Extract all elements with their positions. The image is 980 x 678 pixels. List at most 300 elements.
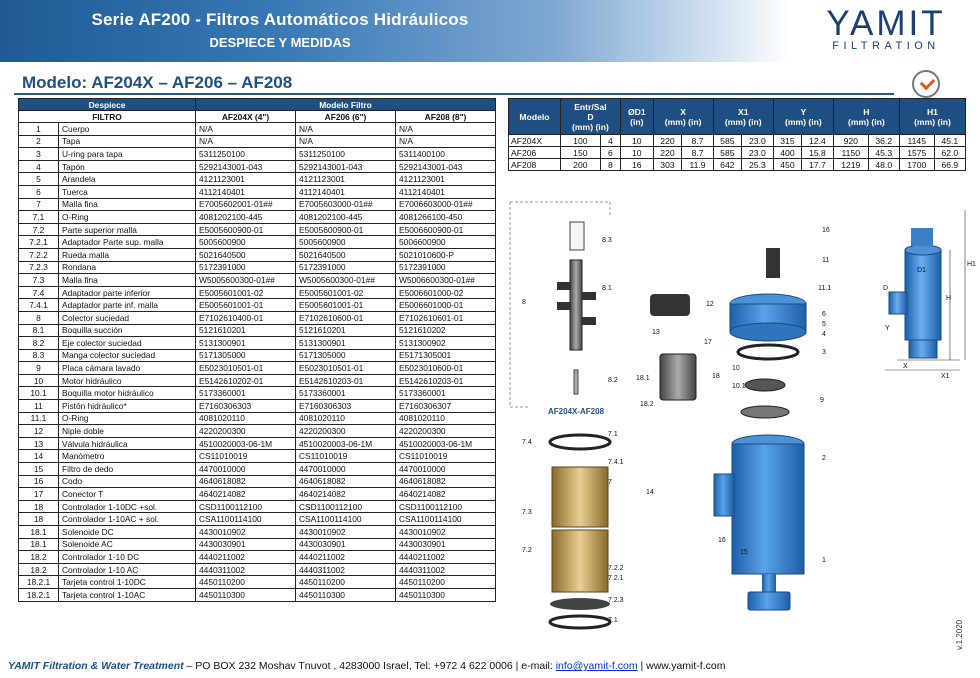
table-cell: CS11010019 — [396, 450, 496, 463]
dims-col-header: H1 (mm) (in) — [899, 99, 965, 135]
table-cell: Colector suciedad — [59, 311, 196, 324]
table-row — [19, 185, 496, 198]
callout-label: 8 — [522, 299, 526, 306]
table-cell: E5171305001 — [396, 349, 496, 362]
table-cell: 4640618082 — [196, 475, 296, 488]
callout-label: 10 — [732, 365, 740, 372]
table-cell: 4430010902 — [296, 526, 396, 539]
table-cell: 4440311002 — [296, 563, 396, 576]
table-row — [19, 475, 496, 488]
dimension-drawing — [845, 200, 975, 390]
table-row — [19, 286, 496, 299]
callout-label: 14 — [646, 489, 654, 496]
table-cell: 150 — [560, 147, 600, 159]
callout-label: 11.1 — [818, 285, 832, 292]
table-cell: Rueda malla — [59, 248, 196, 261]
table-cell: 4640214082 — [296, 488, 396, 501]
dim-outlet — [909, 340, 937, 358]
table-cell: 220 — [653, 135, 682, 147]
table-cell: O-Ring — [59, 211, 196, 224]
logo-name: YAMIT — [826, 4, 946, 43]
table-row — [19, 223, 496, 236]
table-cell: 5172391000 — [296, 261, 396, 274]
collector-shaft — [574, 370, 578, 394]
table-cell: 4220200300 — [296, 425, 396, 438]
table-cell: 5311250100 — [196, 148, 296, 161]
table-cell: 18 — [19, 513, 59, 526]
table-cell: CS11010019 — [296, 450, 396, 463]
callout-label: 7 — [608, 479, 612, 486]
table-cell: Manga colector suciedad — [59, 349, 196, 362]
title-rule — [14, 93, 894, 95]
callout-label: 18 — [712, 373, 720, 380]
table-row — [19, 198, 496, 211]
table-cell: 4081266100-450 — [396, 211, 496, 224]
table-cell: 16 — [620, 159, 653, 171]
table-cell: 1150 — [833, 147, 868, 159]
table-cell: Tapón — [59, 160, 196, 173]
controller — [660, 354, 696, 400]
table-cell: Arandela — [59, 173, 196, 186]
table-cell: 18.2 — [19, 563, 59, 576]
dims-header-row — [509, 99, 966, 135]
table-cell: 5006600900 — [396, 236, 496, 249]
table-cell: 4470010000 — [396, 463, 496, 476]
table-row — [19, 248, 496, 261]
table-cell: Parte superior malla — [59, 223, 196, 236]
table-cell: 18.1 — [19, 526, 59, 539]
callout-label: 7.2.3 — [608, 597, 624, 604]
table-cell: Manómetro — [59, 450, 196, 463]
collector-nozzle — [582, 317, 596, 325]
callout-label: 16 — [822, 227, 830, 234]
table-cell: 8 — [600, 159, 620, 171]
yamit-logo — [816, 6, 956, 52]
table-cell: Controlador 1-10 DC — [59, 551, 196, 564]
table-cell: 5131300901 — [296, 337, 396, 350]
table-cell: E5023010600-01 — [396, 362, 496, 375]
callout-label: 7.2.1 — [608, 575, 624, 582]
table-cell: 4121123001 — [396, 173, 496, 186]
table-row — [19, 576, 496, 589]
mesh-o-ring — [550, 616, 610, 628]
table-cell: 5131300901 — [196, 337, 296, 350]
inlet-flange — [714, 474, 734, 516]
table-cell: Adaptador parte inf. malla — [59, 299, 196, 312]
table-cell: 11 — [19, 400, 59, 413]
certification-seal-icon — [912, 70, 940, 98]
table-cell: 4430010902 — [396, 526, 496, 539]
table-cell: 18.2 — [19, 551, 59, 564]
table-cell: 220 — [653, 147, 682, 159]
table-cell: CSA1100114100 — [296, 513, 396, 526]
table-cell: 4510020003-06-1M — [396, 437, 496, 450]
table-cell: 5171305000 — [296, 349, 396, 362]
table-cell: Controlador 1-10DC +sol. — [59, 500, 196, 513]
footer-email-link[interactable]: info@yamit-f.com — [555, 660, 638, 672]
table-cell: 5172391000 — [196, 261, 296, 274]
callout-label: 7.1 — [608, 431, 618, 438]
piston — [766, 248, 780, 278]
table-row — [19, 425, 496, 438]
table-cell: Malla fina — [59, 198, 196, 211]
table-row — [19, 148, 496, 161]
table-cell: 5021640500 — [196, 248, 296, 261]
table-cell: 12.4 — [802, 135, 834, 147]
callout-label: 1 — [822, 557, 826, 564]
table-cell: 5292143001-043 — [296, 160, 396, 173]
table-cell: Adaptador parte inferior — [59, 286, 196, 299]
table-cell: CSD1100112100 — [196, 500, 296, 513]
table-cell: W5006600300-01## — [396, 274, 496, 287]
table-cell: 1145 — [899, 135, 934, 147]
table-cell: 303 — [653, 159, 682, 171]
table-cell: N/A — [196, 123, 296, 136]
callout-label: 16 — [718, 537, 726, 544]
table-cell: 4 — [19, 160, 59, 173]
parts-col-header: AF204X (4") — [196, 111, 296, 123]
table-cell: E7160306303 — [196, 400, 296, 413]
table-row — [19, 488, 496, 501]
table-row — [19, 437, 496, 450]
table-cell: 5292143001-043 — [196, 160, 296, 173]
table-cell: Boquilla motor hidráulico — [59, 387, 196, 400]
dims-col-header: Entr/Sal D (mm) (in) — [560, 99, 620, 135]
table-cell: 11.9 — [682, 159, 713, 171]
table-cell: E7102610601-01 — [396, 311, 496, 324]
table-cell: 3 — [19, 148, 59, 161]
callout-label: 12 — [706, 301, 714, 308]
mesh-o-ring — [550, 435, 610, 449]
table-cell: O-Ring — [59, 412, 196, 425]
table-cell: 1700 — [899, 159, 934, 171]
table-row — [19, 400, 496, 413]
dims-col-header: ØD1 (in) — [620, 99, 653, 135]
table-cell: 5171305000 — [196, 349, 296, 362]
table-cell: 4121123001 — [296, 173, 396, 186]
table-cell: 4112140401 — [196, 185, 296, 198]
table-cell: 4510020003-06-1M — [296, 437, 396, 450]
table-cell: 7.3 — [19, 274, 59, 287]
table-cell: 7.4.1 — [19, 299, 59, 312]
table-cell: 450 — [773, 159, 801, 171]
table-cell: 4640618082 — [296, 475, 396, 488]
callout-label: 18.2 — [640, 401, 654, 408]
table-row — [19, 450, 496, 463]
table-cell: E7006603000-01## — [396, 198, 496, 211]
parts-table — [18, 98, 496, 602]
table-cell: N/A — [296, 135, 396, 148]
table-cell: 4450110200 — [296, 576, 396, 589]
table-cell: 4 — [600, 135, 620, 147]
table-cell: AF206 — [509, 147, 561, 159]
dims-col-header: X (mm) (in) — [653, 99, 713, 135]
table-cell: 5021640500 — [296, 248, 396, 261]
table-cell: 48.0 — [868, 159, 899, 171]
table-cell: E5142610202-01 — [196, 374, 296, 387]
table-row — [19, 563, 496, 576]
table-cell: E7005603000-01## — [296, 198, 396, 211]
table-cell: 10 — [19, 374, 59, 387]
table-cell: N/A — [396, 123, 496, 136]
callout-label: 7.1 — [608, 617, 618, 624]
table-row — [509, 135, 966, 147]
table-cell: 5172391000 — [396, 261, 496, 274]
table-cell: E7005602001-01## — [196, 198, 296, 211]
table-cell: Placa cámara lavado — [59, 362, 196, 375]
table-cell: Tapa — [59, 135, 196, 148]
table-cell: Adaptador Parte sup. malla — [59, 236, 196, 249]
table-cell: E5005601001-02 — [196, 286, 296, 299]
parts-group-header: Despiece — [19, 99, 196, 111]
table-cell: Controlador 1-10 AC — [59, 563, 196, 576]
dim-body-top — [905, 245, 941, 255]
table-cell: N/A — [296, 123, 396, 136]
table-cell: 10 — [620, 135, 653, 147]
table-cell: Tuerca — [59, 185, 196, 198]
table-cell: 4220200300 — [196, 425, 296, 438]
table-cell: 8.7 — [682, 135, 713, 147]
table-cell: 4430030901 — [396, 538, 496, 551]
table-cell: 23.0 — [741, 135, 773, 147]
callout-label: 7.2 — [522, 547, 532, 554]
callout-label: 8.3 — [602, 237, 612, 244]
o-ring — [738, 345, 798, 359]
table-cell: 4430030901 — [196, 538, 296, 551]
table-row — [19, 324, 496, 337]
table-cell: 5005600900 — [296, 236, 396, 249]
table-cell: 4430010902 — [196, 526, 296, 539]
table-row — [19, 123, 496, 136]
table-cell: 18.2.1 — [19, 588, 59, 601]
table-cell: 4081020110 — [296, 412, 396, 425]
table-row — [19, 588, 496, 601]
parts-col-header: FILTRO — [19, 111, 196, 123]
table-cell: E7102610400-01 — [196, 311, 296, 324]
table-row — [19, 538, 496, 551]
page-footer — [8, 660, 948, 672]
collector-nozzle — [582, 292, 596, 300]
table-cell: 4510020003-06-1M — [196, 437, 296, 450]
table-cell: Eje colector suciedad — [59, 337, 196, 350]
table-cell: 4112140401 — [296, 185, 396, 198]
table-cell: 10 — [620, 147, 653, 159]
table-cell: 8 — [19, 311, 59, 324]
outlet-flange — [748, 592, 790, 610]
table-cell: Codo — [59, 475, 196, 488]
table-cell: 200 — [560, 159, 600, 171]
table-cell: 5173360001 — [396, 387, 496, 400]
table-cell: Rondana — [59, 261, 196, 274]
parts-group-header: Modelo Filtro — [196, 99, 496, 111]
dims-col-header: H (mm) (in) — [833, 99, 899, 135]
table-cell: 9 — [19, 362, 59, 375]
table-cell: 4081020110 — [396, 412, 496, 425]
page-subtitle: DESPIECE Y MEDIDAS — [209, 35, 351, 50]
dimensions-table — [508, 98, 966, 171]
table-cell: E5142610203-01 — [396, 374, 496, 387]
table-cell: 10.1 — [19, 387, 59, 400]
table-cell: 4640214082 — [196, 488, 296, 501]
table-cell: Tarjeta control 1-10DC — [59, 576, 196, 589]
table-cell: 400 — [773, 147, 801, 159]
page-title: Serie AF200 - Filtros Automáticos Hidráulicos — [91, 10, 469, 29]
table-cell: 11.1 — [19, 412, 59, 425]
table-cell: Solenoide AC — [59, 538, 196, 551]
table-cell: 5121610201 — [296, 324, 396, 337]
table-cell: 5311250100 — [296, 148, 396, 161]
table-row — [509, 147, 966, 159]
table-cell: 5131300902 — [396, 337, 496, 350]
callout-label: 11 — [822, 257, 830, 264]
dim-label: H1 — [967, 261, 976, 268]
table-row — [19, 236, 496, 249]
footer-brand: YAMIT Filtration & Water Treatment — [8, 660, 184, 672]
dim-label: H — [946, 295, 952, 302]
table-cell: 4470010000 — [296, 463, 396, 476]
table-cell: E5005600900-01 — [296, 223, 396, 236]
collector-nozzle — [557, 302, 571, 310]
callout-label: 2 — [822, 455, 826, 462]
table-cell: 585 — [713, 135, 741, 147]
dim-lid — [911, 228, 933, 246]
table-cell: 18.2.1 — [19, 576, 59, 589]
parts-col-header: AF206 (6") — [296, 111, 396, 123]
table-cell: E7102610600-01 — [296, 311, 396, 324]
table-cell: 4121123001 — [196, 173, 296, 186]
callout-label: 4 — [822, 331, 826, 338]
header-banner — [0, 0, 790, 62]
table-cell: 13 — [19, 437, 59, 450]
table-cell: Conector T — [59, 488, 196, 501]
table-cell: E5005601001-02 — [296, 286, 396, 299]
table-row — [19, 160, 496, 173]
table-cell: CSA1100114100 — [396, 513, 496, 526]
table-cell: 15.8 — [802, 147, 834, 159]
table-row — [19, 551, 496, 564]
table-row — [19, 135, 496, 148]
table-cell: 1 — [19, 123, 59, 136]
table-row — [19, 513, 496, 526]
dims-col-header: Modelo — [509, 99, 561, 135]
table-cell: 4450110200 — [196, 576, 296, 589]
table-cell: E5023010501-01 — [196, 362, 296, 375]
dims-table-body — [509, 135, 966, 171]
table-cell: N/A — [396, 135, 496, 148]
table-cell: CSA1100114100 — [196, 513, 296, 526]
table-cell: 4440211002 — [396, 551, 496, 564]
callout-label: 18.1 — [636, 375, 650, 382]
table-cell: 4440311002 — [396, 563, 496, 576]
table-cell: 15 — [19, 463, 59, 476]
table-cell: E7160306303 — [296, 400, 396, 413]
table-cell: 5121610202 — [396, 324, 496, 337]
table-cell: 8.1 — [19, 324, 59, 337]
table-cell: 6 — [600, 147, 620, 159]
logo-sub: FILTRATION — [832, 40, 940, 52]
table-cell: AF204X — [509, 135, 561, 147]
table-cell: 4470010000 — [196, 463, 296, 476]
table-cell: 4640618082 — [396, 475, 496, 488]
table-cell: 7.1 — [19, 211, 59, 224]
dim-body — [905, 250, 941, 340]
table-cell: Malla fina — [59, 274, 196, 287]
table-cell: E5006601000-01 — [396, 299, 496, 312]
table-cell: 12 — [19, 425, 59, 438]
table-cell: CSD1100112100 — [296, 500, 396, 513]
table-cell: 4112140401 — [396, 185, 496, 198]
footer-address: – PO BOX 232 Moshav Tnuvot , 4283000 Israel, Tel: +972 4 622 0006 | e-mail: — [183, 660, 556, 672]
callout-label: 3 — [822, 349, 826, 356]
dim-label: Y — [885, 325, 890, 332]
table-cell: 18 — [19, 500, 59, 513]
table-row — [19, 261, 496, 274]
table-cell: 45.1 — [934, 135, 965, 147]
dims-col-header: X1 (mm) (in) — [713, 99, 773, 135]
footer-web: | www.yamit-f.com — [637, 660, 726, 672]
wash-chamber-plate — [741, 406, 789, 418]
dim-inlet — [889, 292, 907, 314]
table-row — [19, 500, 496, 513]
table-cell: 25.3 — [741, 159, 773, 171]
exploded-view-drawing — [500, 192, 840, 642]
collector-nozzle — [557, 282, 571, 290]
table-cell: 4430030901 — [296, 538, 396, 551]
dim-label: D — [883, 285, 889, 292]
table-cell: 45.3 — [868, 147, 899, 159]
table-cell: 7.2.3 — [19, 261, 59, 274]
table-cell: Niple doble — [59, 425, 196, 438]
callout-label: 15 — [740, 549, 748, 556]
table-cell: Controlador 1-10AC + sol. — [59, 513, 196, 526]
callout-label: 10.1 — [732, 383, 746, 390]
table-cell: E5005601001-01 — [296, 299, 396, 312]
dim-label: X — [903, 363, 908, 370]
table-row — [19, 374, 496, 387]
table-cell: 4440211002 — [296, 551, 396, 564]
table-cell: 23.0 — [741, 147, 773, 159]
callout-label: 17 — [704, 339, 712, 346]
table-cell: 4440211002 — [196, 551, 296, 564]
page-header — [0, 0, 980, 62]
table-cell: Boquilla succión — [59, 324, 196, 337]
table-cell: 4220200300 — [396, 425, 496, 438]
table-cell: 5 — [19, 173, 59, 186]
table-cell: W5005600300-01## — [296, 274, 396, 287]
table-cell: 642 — [713, 159, 741, 171]
table-row — [19, 311, 496, 324]
table-cell: 4450110300 — [196, 588, 296, 601]
callout-label: 8.1 — [602, 285, 612, 292]
callout-label: 5 — [822, 321, 826, 328]
table-cell: E7160306307 — [396, 400, 496, 413]
table-cell: Solenoide DC — [59, 526, 196, 539]
table-cell: 4450110200 — [396, 576, 496, 589]
table-cell: E5005601001-01 — [196, 299, 296, 312]
hydraulic-motor — [745, 379, 785, 391]
table-row — [19, 337, 496, 350]
table-cell: E5023010501-01 — [296, 362, 396, 375]
table-cell: 4440311002 — [196, 563, 296, 576]
table-cell: 7.2.1 — [19, 236, 59, 249]
callout-label: 13 — [652, 329, 660, 336]
mesh-top — [552, 467, 608, 527]
table-cell: CS11010019 — [196, 450, 296, 463]
collector-pipe — [570, 260, 582, 350]
table-cell: 17 — [19, 488, 59, 501]
table-row — [19, 274, 496, 287]
table-row — [19, 412, 496, 425]
